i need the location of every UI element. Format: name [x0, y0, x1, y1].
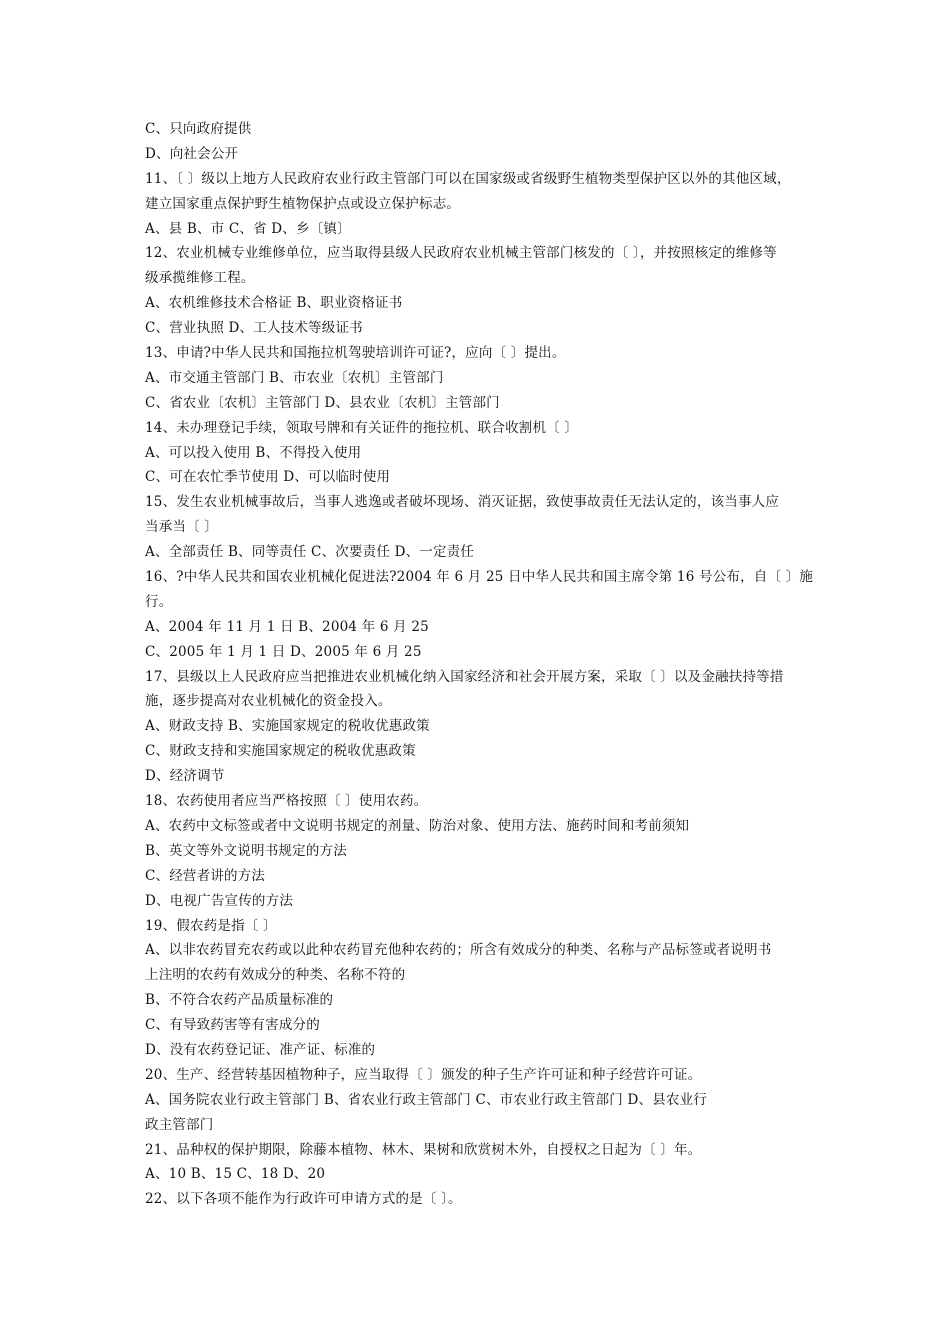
text-line: A、可以投入使用 B、不得投入使用	[145, 444, 362, 461]
text-line: A、以非农药冒充农药或以此种农药冒充他种农药的；所含有效成分的种类、名称与产品标签或者说明书	[145, 942, 772, 959]
text-line: 20、生产、经营转基因植物种子，应当取得〔 〕颁发的种子生产许可证和种子经营许可证。	[145, 1066, 702, 1083]
text-line: A、2004 年 11 月 1 日 B、2004 年 6 月 25	[145, 618, 429, 635]
text-line: B、英文等外文说明书规定的方法	[145, 842, 347, 859]
text-line: C、2005 年 1 月 1 日 D、2005 年 6 月 25	[145, 643, 422, 660]
text-line: 21、品种权的保护期限，除藤本植物、林木、果树和欣赏树木外，自授权之日起为〔 〕年。	[145, 1141, 702, 1158]
text-line: 18、农药使用者应当严格按照〔 〕使用农药。	[145, 793, 428, 810]
text-line: C、有导致药害等有害成分的	[145, 1017, 320, 1034]
text-line: A、财政支持 B、实施国家规定的税收优惠政策	[145, 718, 430, 735]
text-line: D、没有农药登记证、准产证、标准的	[145, 1041, 376, 1058]
text-line: C、营业执照 D、工人技术等级证书	[145, 320, 363, 337]
text-line: D、电视广告宣传的方法	[145, 892, 294, 909]
text-line: 建立国家重点保护野生植物保护点或设立保护标志。	[145, 195, 461, 212]
text-line: C、可在农忙季节使用 D、可以临时使用	[145, 469, 391, 486]
text-line: 施，逐步提高对农业机械化的资金投入。	[145, 693, 392, 710]
text-line: B、不符合农药产品质量标准的	[145, 992, 334, 1009]
text-line: 12、农业机械专业维修单位，应当取得县级人民政府农业机械主管部门核发的〔 〕，并按照核定的维修等	[145, 245, 777, 262]
text-line: A、全部责任 B、同等责任 C、次要责任 D、一定责任	[145, 544, 475, 561]
text-line: 17、县级以上人民政府应当把推进农业机械化纳入国家经济和社会开展方案，采取〔 〕以及金融扶持等措	[145, 668, 784, 685]
text-line: 14、未办理登记手续，领取号牌和有关证件的拖拉机、联合收割机〔 〕	[145, 419, 579, 436]
text-line: A、农药中文标签或者中文说明书规定的剂量、防治对象、使用方法、施药时间和考前须知	[145, 817, 690, 834]
text-line: A、农机维修技术合格证 B、职业资格证书	[145, 295, 403, 312]
text-line: 11、〔 〕级以上地方人民政府农业行政主管部门可以在国家级或省级野生植物类型保护区以外的其他区域，	[145, 170, 791, 187]
text-line: C、经营者讲的方法	[145, 867, 266, 884]
text-line: 16、?中华人民共和国农业机械化促进法?2004 年 6 月 25 日中华人民共和国主席令第 16 号公布，自〔 〕施	[145, 569, 814, 586]
document-body	[145, 117, 814, 1212]
text-line: 13、申请?中华人民共和国拖拉机驾驶培训许可证?，应向〔 〕提出。	[145, 345, 566, 362]
text-line: C、财政支持和实施国家规定的税收优惠政策	[145, 743, 416, 760]
text-line: A、10 B、15 C、18 D、20	[145, 1166, 326, 1183]
text-line: 级承揽维修工程。	[145, 270, 255, 287]
text-line: 当承当〔 〕	[145, 519, 218, 536]
text-line: 15、发生农业机械事故后，当事人逃逸或者破坏现场、消灭证据，致使事故责任无法认定的，该当事人应	[145, 494, 780, 511]
text-line: C、省农业〔农机〕主管部门 D、县农业〔农机〕主管部门	[145, 394, 500, 411]
text-line: 上注明的农药有效成分的种类、名称不符的	[145, 967, 406, 984]
text-line: A、县 B、市 C、省 D、乡〔镇〕	[145, 220, 351, 237]
text-line: C、只向政府提供	[145, 121, 252, 137]
text-line: D、经济调节	[145, 768, 225, 785]
text-line: 19、假农药是指〔 〕	[145, 917, 277, 934]
text-line: A、国务院农业行政主管部门 B、省农业行政主管部门 C、市农业行政主管部门 D、县农业行	[145, 1091, 707, 1108]
text-line: 22、以下各项不能作为行政许可申请方式的是〔 〕。	[145, 1191, 462, 1208]
text-line: 行。	[145, 593, 173, 610]
text-line: D、向社会公开	[145, 145, 239, 162]
text-line: A、市交通主管部门 B、市农业〔农机〕主管部门	[145, 369, 444, 386]
text-line: 政主管部门	[145, 1116, 214, 1133]
